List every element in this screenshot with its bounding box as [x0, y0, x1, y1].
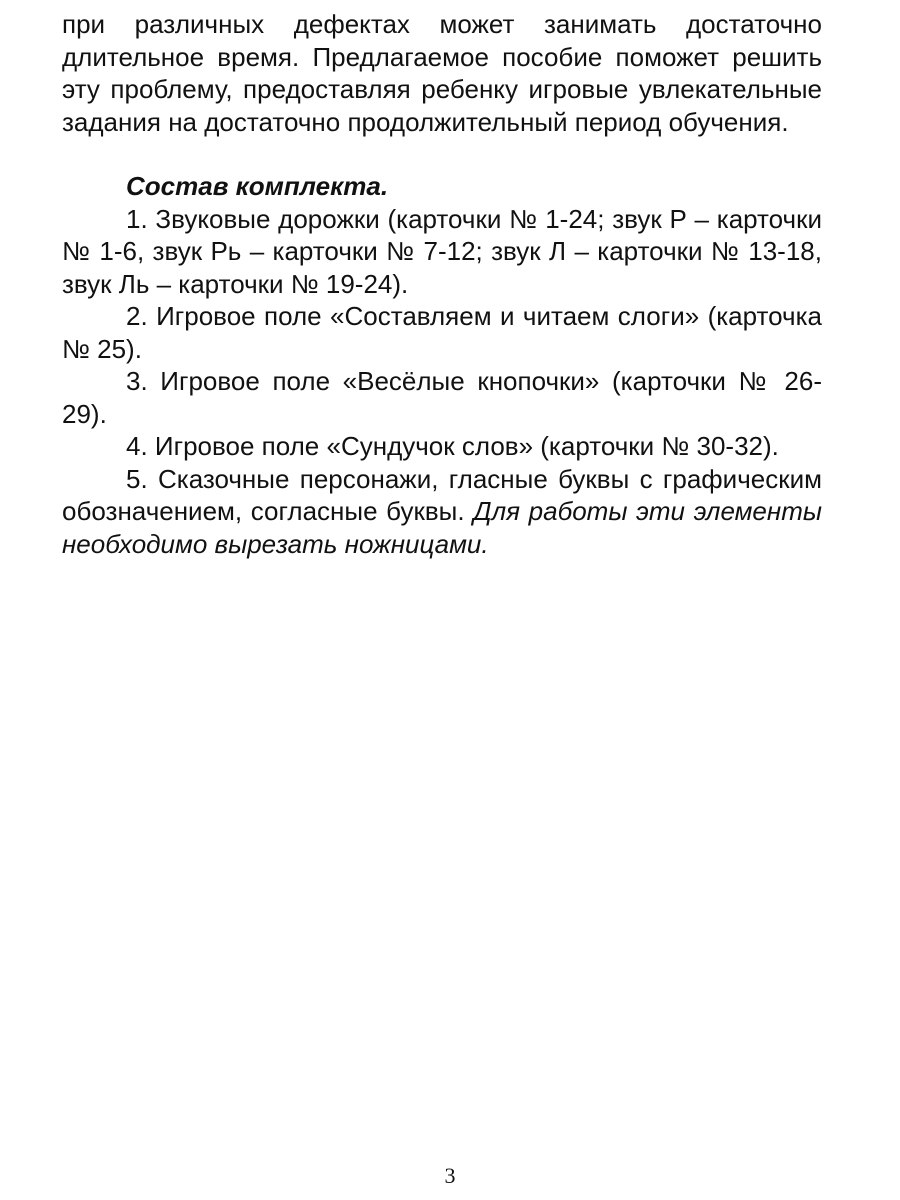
contents-heading: Состав комплекта. [126, 171, 389, 201]
page-body-text [62, 8, 822, 560]
contents-item-4-text: 4. Игровое поле «Сундучок слов» (карточки № 30-32). [126, 431, 779, 461]
page-number: 3 [444, 1163, 456, 1188]
contents-item-5-text: 5. Сказочные персонажи, гласные буквы с графическим обозначением, согласные буквы. [62, 463, 822, 526]
contents-item-2-text: 2. Игровое поле «Составляем и читаем слоги» (карточка № 25). [62, 301, 822, 364]
contents-item-1-text: 1. Звуковые дорожки (карточки № 1-24; звук Р – карточки № 1-6, звук Рь – карточки № 7-12; звук Л – карточки № 13-18, звук Ль – карточки № 19-24). [62, 203, 822, 299]
contents-item-5 [62, 463, 822, 561]
contents-item-1 [62, 203, 822, 301]
contents-item-3 [62, 365, 822, 430]
intro-paragraph: при различных дефектах может занимать достаточно длительное время. Предлагаемое пособие поможет решить эту проблему, предоставляя ребенку игровые увлекательные задания на достаточно продолжительный период обучения. [62, 9, 822, 137]
cutting-instruction-note: Для работы эти элементы необходимо вырезать ножницами. [62, 496, 822, 559]
contents-item-3-text: 3. Игровое поле «Весёлые кнопочки» (карточки № 26-29). [62, 366, 822, 429]
contents-item-2 [62, 300, 822, 365]
contents-item-4 [62, 430, 822, 463]
